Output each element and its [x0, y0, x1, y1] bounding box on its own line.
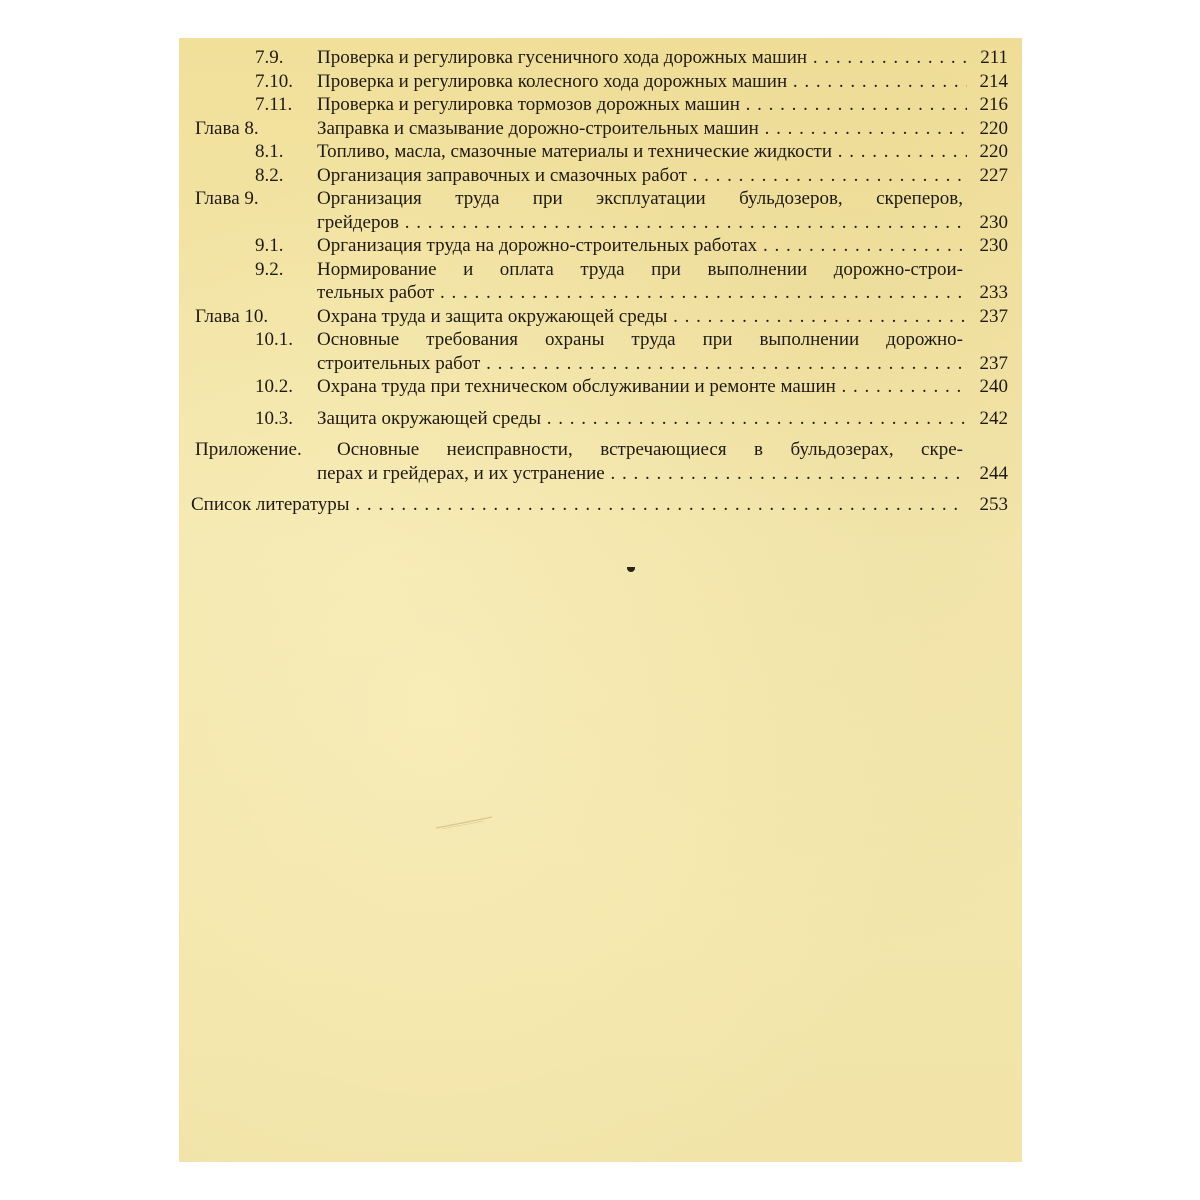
- toc-entry: [179, 407, 1022, 431]
- toc-entry-continuation: [179, 211, 1022, 235]
- book-page: [179, 38, 1022, 1162]
- toc-entry-page: 242: [979, 407, 1008, 429]
- toc-entry-number: 10.1.: [255, 329, 293, 350]
- toc-entry-page: 220: [979, 117, 1008, 139]
- toc-entry: [179, 46, 1022, 70]
- toc-entry-page: 237: [979, 352, 1008, 374]
- toc-entry-title: строительных работ . . .: [317, 352, 967, 376]
- toc-entry: [179, 117, 1022, 141]
- toc-entry-page: 244: [979, 462, 1008, 484]
- toc-entry-page: 233: [979, 282, 1008, 303]
- toc-entry-number: 10.2.: [255, 376, 293, 397]
- ink-speck: [627, 567, 635, 572]
- toc-entry-number: 9.2.: [255, 258, 284, 280]
- toc-entry-title: Охрана труда и защита окружающей среды . . .: [317, 305, 967, 329]
- toc-entry-page: 230: [979, 235, 1008, 256]
- toc-entry: [179, 493, 1022, 517]
- toc-entry-page: 216: [979, 94, 1008, 115]
- toc-entry-continuation: [179, 281, 1022, 305]
- toc-entry-title-line1: Основные требования охраны труда при выполнении дорожно-: [317, 329, 963, 350]
- toc-entry: [179, 70, 1022, 94]
- toc-entry-page: 230: [979, 211, 1008, 233]
- toc-entry-page: 211: [980, 47, 1008, 68]
- toc-entry-number: 8.1.: [255, 141, 284, 162]
- toc-entry-title: тельных работ . . .: [317, 281, 967, 305]
- toc-entry-title: Организация заправочных и смазочных работ . . .: [317, 164, 967, 188]
- toc-entry: [179, 305, 1022, 329]
- toc-entry-title: Проверка и регулировка тормозов дорожных машин . . .: [317, 93, 967, 117]
- toc-entry: [179, 328, 1022, 352]
- toc-entry-title: Организация труда на дорожно-строительных работах . . .: [317, 234, 967, 258]
- toc-entry-title: Проверка и регулировка колесного хода дорожных машин . . .: [317, 70, 967, 94]
- toc-entry: [179, 140, 1022, 164]
- toc-entry: [179, 93, 1022, 117]
- toc-entry-number: Глава 10.: [195, 305, 269, 327]
- paper-scratch: [434, 816, 494, 830]
- toc-entry-title: Заправка и смазывание дорожно-строительных машин . . .: [317, 117, 967, 141]
- toc-entry-page: 253: [979, 494, 1008, 515]
- toc-entry-title: Охрана труда при техническом обслуживании и ремонте машин . . .: [317, 375, 967, 399]
- toc-entry-title-line1: Основные неисправности, встречающиеся в бульдозерах, скре-: [337, 439, 963, 460]
- table-of-contents: [179, 46, 1022, 517]
- toc-entry: [179, 258, 1022, 282]
- toc-entry-number: 7.11.: [255, 94, 293, 115]
- toc-entry-title-line1: Организация труда при эксплуатации бульдозеров, скреперов,: [317, 188, 963, 209]
- toc-entry-title: Список литературы . . .: [191, 493, 963, 517]
- toc-entry-title: Топливо, масла, смазочные материалы и технические жидкости . . .: [317, 140, 967, 164]
- toc-entry-continuation: [179, 352, 1022, 376]
- toc-entry-title: грейдеров . . .: [317, 211, 967, 235]
- toc-entry: [179, 164, 1022, 188]
- toc-entry: [179, 187, 1022, 211]
- toc-entry-title: Проверка и регулировка гусеничного хода дорожных машин . . .: [317, 46, 967, 70]
- toc-entry-title: Защита окружающей среды . . .: [317, 407, 967, 431]
- toc-entry-page: 220: [979, 141, 1008, 162]
- toc-entry-number: 7.9.: [255, 47, 284, 68]
- toc-entry-number: Приложение.: [195, 439, 302, 460]
- toc-entry-number: 9.1.: [255, 235, 284, 256]
- toc-entry-page: 237: [979, 305, 1008, 327]
- toc-entry-number: 7.10.: [255, 70, 293, 92]
- toc-entry-number: Глава 9.: [195, 188, 259, 209]
- toc-entry-title-line1: Нормирование и оплата труда при выполнении дорожно-строи-: [317, 258, 963, 280]
- toc-entry-page: 227: [979, 164, 1008, 186]
- toc-entry: [179, 375, 1022, 399]
- toc-entry: [179, 234, 1022, 258]
- toc-entry-page: 214: [979, 70, 1008, 92]
- toc-entry-page: 240: [979, 376, 1008, 397]
- toc-entry: [179, 438, 1022, 462]
- toc-entry-number: Глава 8.: [195, 117, 259, 139]
- toc-entry-continuation: [179, 462, 1022, 486]
- toc-entry-number: 10.3.: [255, 407, 293, 429]
- toc-entry-title: перах и грейдерах, и их устранение . . .: [317, 462, 967, 486]
- toc-entry-number: 8.2.: [255, 164, 284, 186]
